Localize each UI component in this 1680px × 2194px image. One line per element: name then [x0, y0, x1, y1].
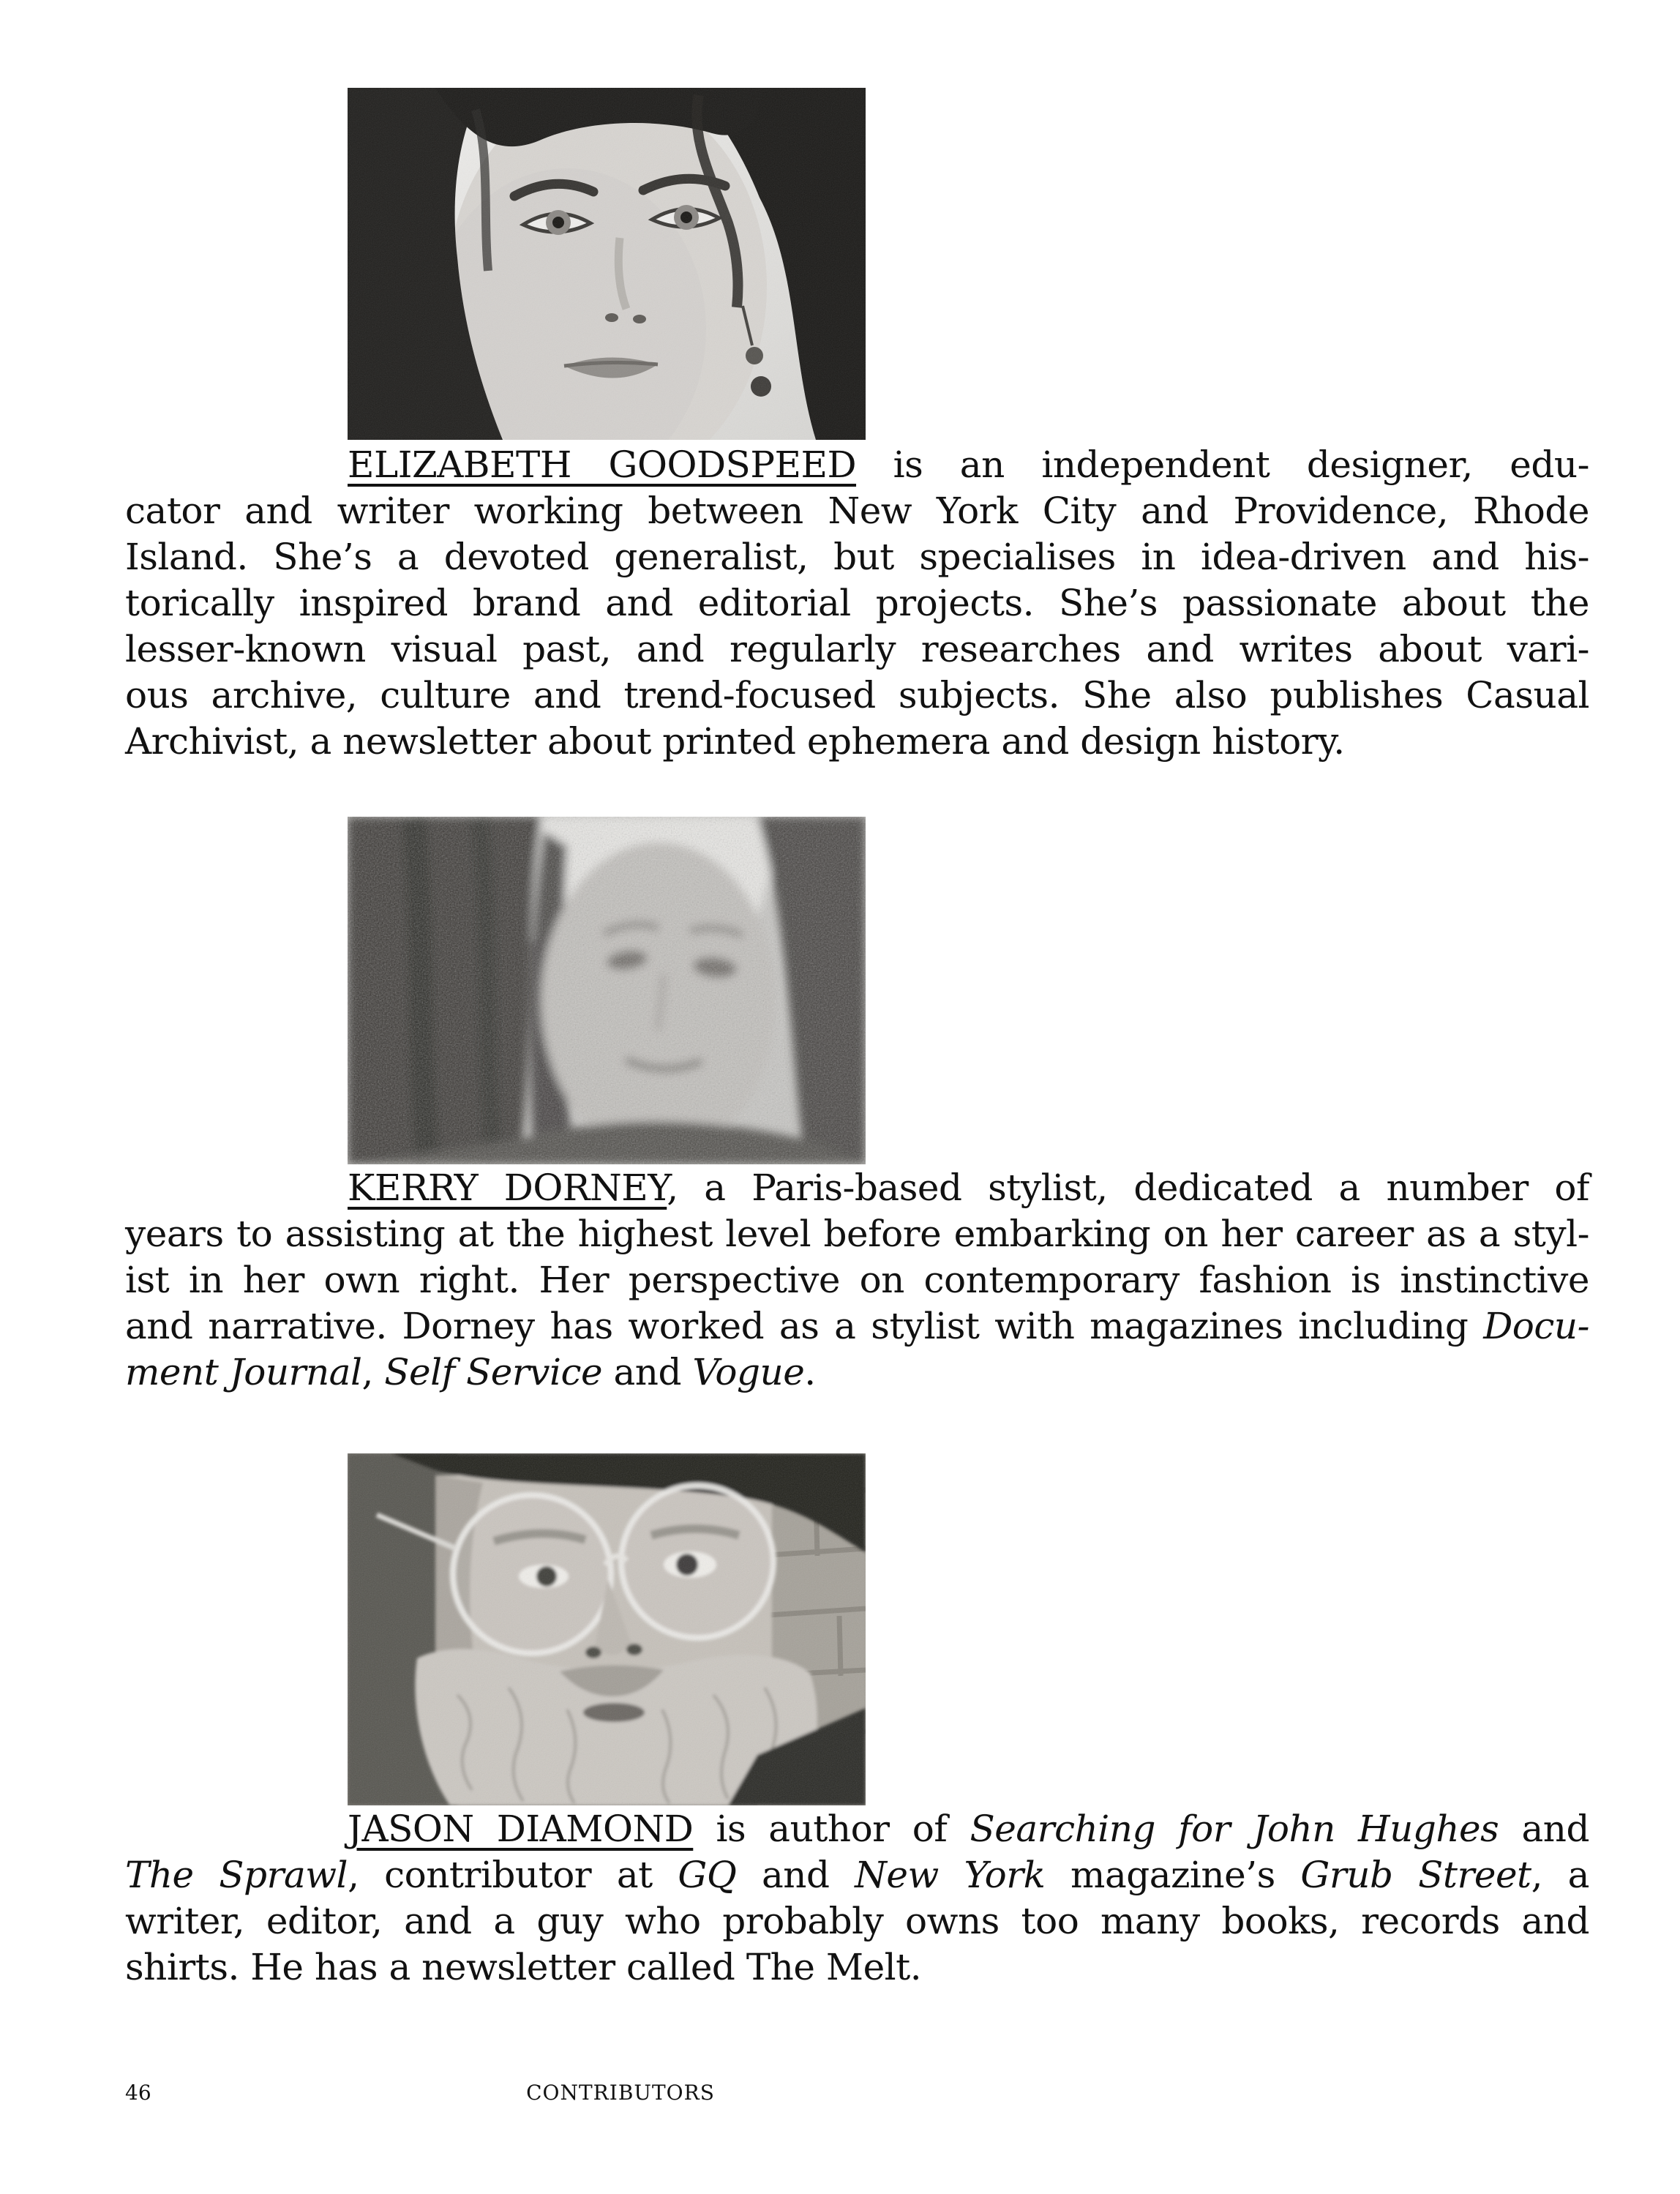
contributor-name: JASON DIAMOND — [348, 1808, 694, 1850]
bio-text: lesser-known visual past, and regularly researches and writes about vari- — [125, 628, 1589, 670]
bio-jason-diamond — [125, 1806, 1589, 1991]
bio-text-line — [125, 1806, 1589, 1852]
publication-title: The Sprawl — [125, 1854, 348, 1896]
portrait-illustration — [348, 817, 866, 1164]
publication-title: Grub Street — [1300, 1854, 1531, 1896]
bio-text: Island. She’s a devoted generalist, but specialises in idea-driven and his- — [125, 536, 1589, 578]
bio-text-line — [125, 626, 1589, 673]
contributor-photo-kerry-dorney — [348, 817, 866, 1164]
bio-text-line — [125, 442, 1589, 488]
publication-title: ment Journal — [125, 1351, 362, 1393]
bio-text-line — [125, 1303, 1589, 1349]
bio-text-line — [125, 1944, 1589, 1991]
page-footer — [0, 2078, 1680, 2108]
bio-text: is an independent designer, edu- — [856, 443, 1589, 486]
contributor-photo-jason-diamond — [348, 1453, 866, 1805]
bio-text: shirts. He has a newsletter called The Melt. — [125, 1946, 922, 1988]
bio-text-line — [125, 1211, 1589, 1257]
bio-text: and — [1499, 1808, 1589, 1850]
bio-text: , a Paris-based stylist, dedicated a number of — [667, 1167, 1590, 1209]
publication-title: New York — [855, 1854, 1046, 1896]
footer-section-label: CONTRIBUTORS — [526, 2081, 715, 2105]
bio-text: torically inspired brand and editorial projects. She’s passionate about the — [125, 582, 1589, 624]
bio-elizabeth-goodspeed — [125, 442, 1589, 765]
bio-text-line — [125, 1257, 1589, 1303]
bio-text: magazine’s — [1045, 1854, 1301, 1896]
bio-text: ous archive, culture and trend-focused subjects. She also publishes Casual — [125, 674, 1589, 716]
portrait-illustration — [348, 88, 866, 440]
bio-text: and — [736, 1854, 855, 1896]
bio-text: , contributor at — [348, 1854, 678, 1896]
bio-text: ist in her own right. Her perspective on contemporary fashion is instinctive — [125, 1259, 1589, 1301]
bio-text: cator and writer working between New York City and Providence, Rhode — [125, 490, 1589, 532]
bio-text-line — [125, 1349, 1589, 1396]
bio-text-line — [125, 488, 1589, 534]
portrait-illustration — [348, 1453, 866, 1805]
bio-text-line — [125, 1898, 1589, 1944]
bio-text-line — [125, 719, 1589, 765]
bio-text-line — [125, 1165, 1589, 1211]
bio-kerry-dorney — [125, 1165, 1589, 1396]
bio-text: writer, editor, and a guy who probably owns too many books, records and — [125, 1900, 1589, 1942]
publication-title: Searching for John Hughes — [970, 1808, 1499, 1850]
publication-title: Vogue — [692, 1351, 805, 1393]
bio-text-line — [125, 1852, 1589, 1898]
bio-text: , — [361, 1351, 385, 1393]
publication-title: GQ — [678, 1854, 737, 1896]
bio-text: years to assisting at the highest level before embarking on her career as a styl- — [125, 1213, 1589, 1255]
contributor-name: KERRY DORNEY — [348, 1167, 667, 1209]
bio-text: Archivist, a newsletter about printed ephemera and design history. — [125, 720, 1345, 763]
publication-title: Self Service — [384, 1351, 603, 1393]
contributor-photo-elizabeth-goodspeed — [348, 88, 866, 440]
page-number: 46 — [125, 2081, 151, 2105]
contributor-name: ELIZABETH GOODSPEED — [348, 443, 857, 486]
bio-text-line — [125, 534, 1589, 580]
bio-text: is author of — [693, 1808, 970, 1850]
bio-text: . — [804, 1351, 816, 1393]
publication-title: Docu- — [1483, 1305, 1589, 1347]
bio-text-line — [125, 673, 1589, 719]
bio-text-line — [125, 580, 1589, 626]
bio-text: and — [602, 1351, 693, 1393]
bio-text: and narrative. Dorney has worked as a stylist with magazines including — [125, 1305, 1484, 1347]
bio-text: , a — [1531, 1854, 1589, 1896]
